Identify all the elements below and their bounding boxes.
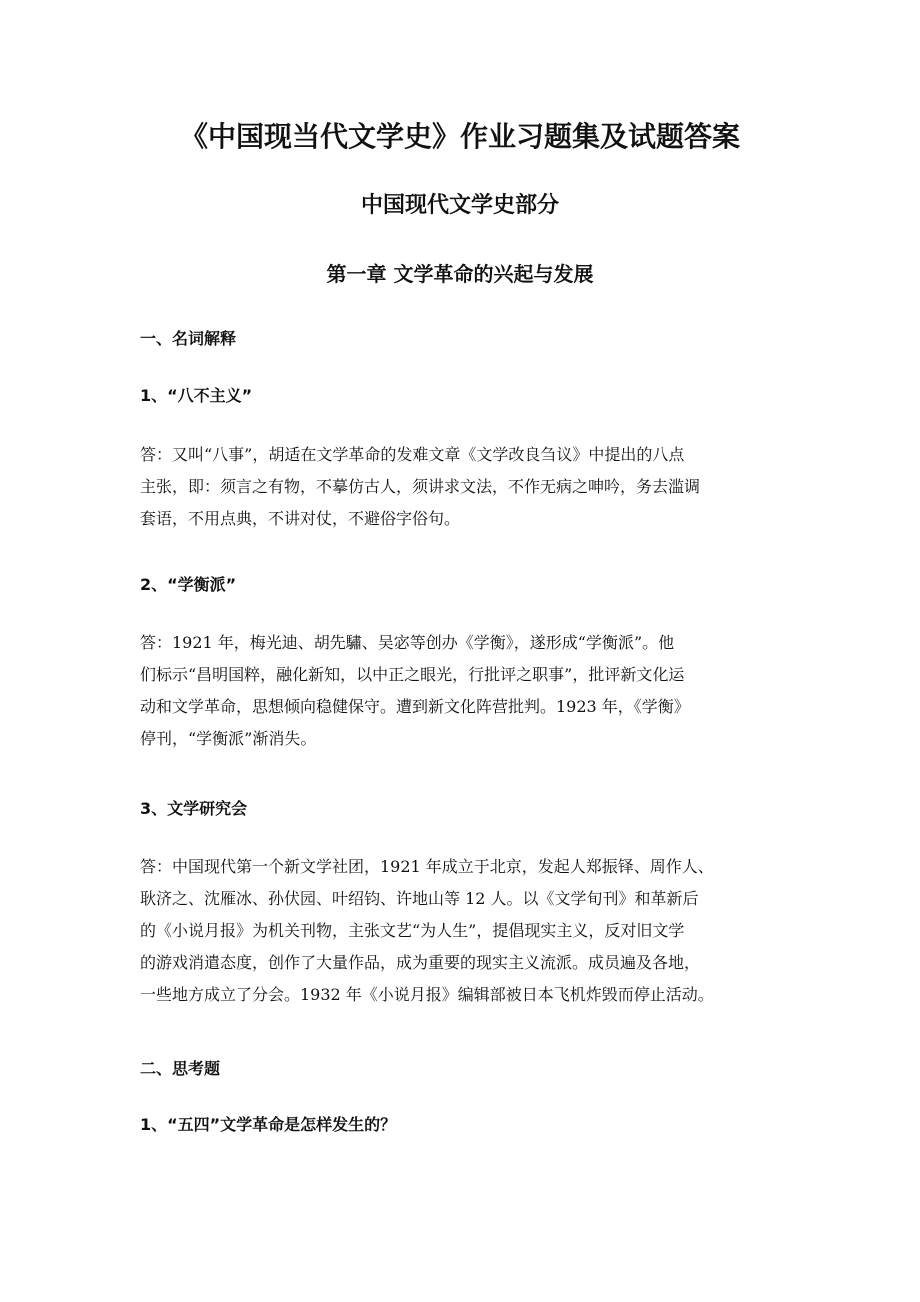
answer-line: 的游戏消遣态度，创作了大量作品，成为重要的现实主义流派。成员遍及各地， xyxy=(140,953,701,972)
question-heading: 2、“学衡派” xyxy=(140,575,237,594)
part-title: 中国现代文学史部分 xyxy=(360,193,559,218)
answer-line: 耿济之、沈雁冰、孙伏园、叶绍钧、许地山等 12 人。以《文学旬刊》和革新后 xyxy=(140,889,699,908)
answer-line: 答：1921 年，梅光迪、胡先驌、吴宓等创办《学衡》，遂形成“学衡派”。他 xyxy=(140,633,675,652)
answer-line: 的《小说月报》为机关刊物，主张文艺“为人生”，提倡现实主义，反对旧文学 xyxy=(140,921,685,940)
answer-line: 主张，即：须言之有物，不摹仿古人，须讲求文法，不作无病之呻吟，务去滥调 xyxy=(140,477,701,496)
answer-line: 套语，不用点典，不讲对仗，不避俗字俗句。 xyxy=(140,509,461,528)
answer-line: 停刊，“学衡派”渐消失。 xyxy=(140,729,317,748)
question-heading: 1、“八不主义” xyxy=(140,386,253,405)
section-heading-questions: 二、思考题 xyxy=(140,1059,221,1078)
answer-line: 一些地方成立了分会。1932 年《小说月报》编辑部被日本飞机炸毁而停止活动。 xyxy=(140,985,714,1004)
question-heading: 3、文学研究会 xyxy=(140,799,248,818)
answer-paragraph xyxy=(140,627,780,755)
answer-paragraph xyxy=(140,851,780,1011)
question-heading: 1、“五四”文学革命是怎样发生的？ xyxy=(140,1115,397,1134)
answer-paragraph xyxy=(140,439,780,535)
answer-line: 答：又叫“八事”，胡适在文学革命的发难文章《文学改良刍议》中提出的八点 xyxy=(140,445,685,464)
answer-line: 们标示“昌明国粹，融化新知，以中正之眼光，行批评之职事”，批评新文化运 xyxy=(140,665,685,684)
document-title: 《中国现当代文学史》作业习题集及试题答案 xyxy=(179,120,740,153)
chapter-title: 第一章 文学革命的兴起与发展 xyxy=(326,262,594,286)
section-heading-terms: 一、名词解释 xyxy=(140,329,237,348)
answer-line: 动和文学革命，思想倾向稳健保守。遭到新文化阵营批判。1923 年，《学衡》 xyxy=(140,697,690,716)
answer-line: 答：中国现代第一个新文学社团，1921 年成立于北京，发起人郑振铎、周作人、 xyxy=(140,857,714,876)
